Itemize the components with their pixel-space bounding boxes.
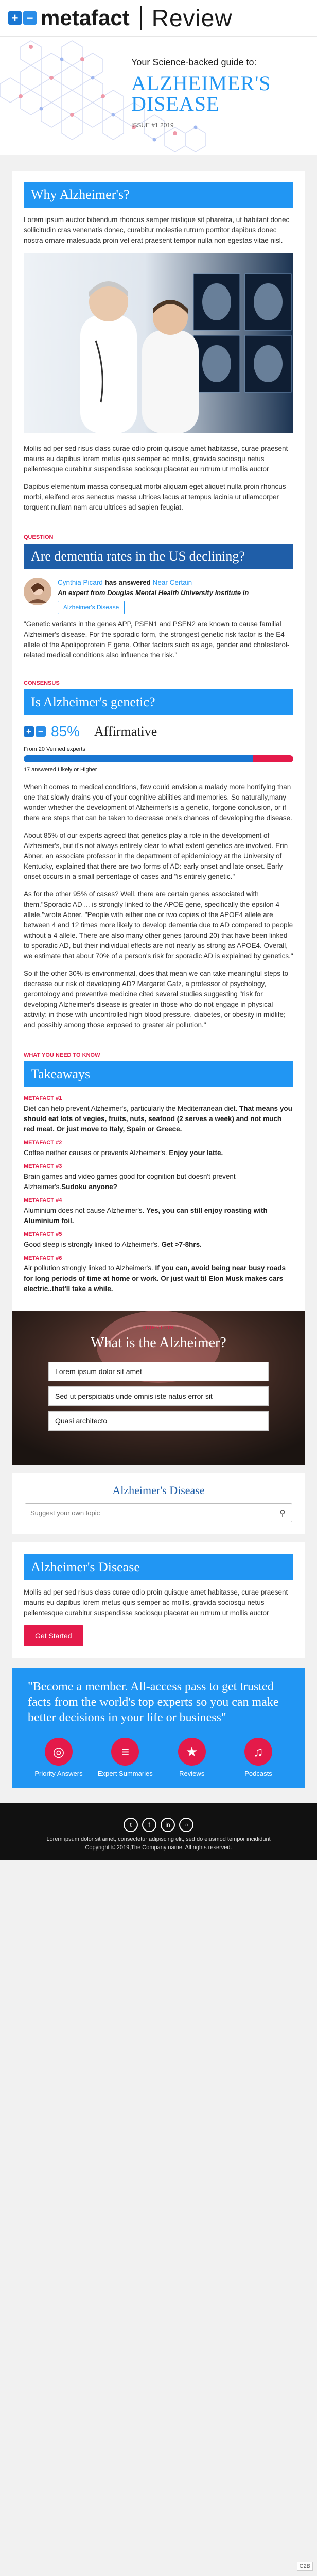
consensus-tag: CONSENSUS: [24, 680, 60, 686]
hero-title: [131, 73, 271, 114]
fact-tag: METAFACT #3: [24, 1163, 62, 1170]
podcasts-icon: ♫: [244, 1738, 272, 1766]
answered-label: 17 answered Likely or Higher: [24, 767, 97, 773]
footer: [0, 1803, 317, 1860]
brand-logo[interactable]: [8, 6, 130, 30]
feature-label: Expert Summaries: [97, 1770, 153, 1777]
section-title: Review: [151, 5, 233, 31]
fact-body: Aluminium does not cause Alzheimer's.: [24, 1207, 147, 1214]
header-divider: [140, 6, 142, 30]
twitter-icon[interactable]: t: [124, 1818, 138, 1832]
why-heading: Why Alzheimer's?: [24, 182, 293, 208]
quiz-options: [12, 1362, 305, 1431]
fact-highlight: Yes, you can still enjoy roasting with Aluminium foil.: [24, 1207, 268, 1225]
membership-features: [28, 1738, 289, 1777]
expert-row: [24, 578, 293, 614]
consensus-minus-icon: −: [36, 726, 46, 737]
takeaways-tag: WHAT YOU NEED TO KNOW: [24, 1052, 100, 1058]
fact-text: [24, 1172, 293, 1192]
target-icon: ◎: [45, 1738, 73, 1766]
brand-name: metafact: [41, 6, 130, 30]
expert-verdict: Near Certain: [152, 579, 192, 586]
expert-name[interactable]: Cynthia Picard: [58, 579, 103, 586]
get-started-button[interactable]: Get Started: [24, 1625, 83, 1646]
quiz-label: QUESTION: [143, 1325, 174, 1331]
feature-label: Podcasts: [244, 1770, 272, 1777]
facts-list: [24, 1095, 293, 1294]
fact-tag: METAFACT #4: [24, 1197, 62, 1204]
fact-item: [24, 1197, 293, 1226]
consensus-percent: 85%: [51, 723, 80, 739]
fact-item: [24, 1163, 293, 1192]
suggest-box: [25, 1503, 292, 1522]
feature-label: Reviews: [179, 1770, 205, 1777]
fact-body: Good sleep is strongly linked to Alzheimer's.: [24, 1241, 162, 1248]
why-paragraph-1: Lorem ipsum auctor bibendum rhoncus semper tristique sit pharetra, ut habitant donec sollicitudin cras venenatis donec, curabitur molestie rutrum porttitor dapibus donec nostra ornare malesuada proin vel erat praesent tempor nulla non egestas vitae nisl.: [24, 216, 290, 244]
fact-item: [24, 1231, 293, 1250]
fact-text: [24, 1104, 293, 1134]
fact-body: Coffee neither causes or prevents Alzheimer's.: [24, 1149, 169, 1157]
expert-description: An expert from Douglas Mental Health University Institute in: [58, 589, 249, 597]
feature-podcasts[interactable]: [227, 1738, 289, 1777]
fact-text: [24, 1240, 293, 1250]
consensus-plus-icon: +: [24, 726, 34, 737]
feature-reviews[interactable]: [161, 1738, 223, 1777]
suggest-section: [12, 1473, 305, 1534]
question-section: [12, 525, 305, 675]
hero-text: [131, 57, 271, 129]
fact-tag: METAFACT #6: [24, 1255, 62, 1261]
consensus-bar-remainder: [253, 755, 293, 762]
feature-label: Priority Answers: [34, 1770, 83, 1777]
fact-tag: METAFACT #2: [24, 1140, 62, 1146]
closing-heading: Alzheimer's Disease: [24, 1554, 293, 1580]
quiz-option[interactable]: Quasi architecto: [48, 1411, 269, 1431]
takeaways-section: [12, 1043, 305, 1311]
question-tag: QUESTION: [24, 534, 54, 540]
quiz-card: [12, 1311, 305, 1465]
consensus-paragraph-4: So if the other 30% is environmental, does that mean we can take meaningful steps to decrease our risk of developing AD? Margaret Gatz, a professor of psychology, gerontology and preventive medicine cited several studies suggesting "risk for developing Alzheimer's disease is greater in those who do not engage in physical activity; in those with uncontrolled high blood pressure, diabetes, or obesity in midlife; and possibly among those exposed to greater air pollution.": [24, 970, 289, 1029]
reviews-icon: ★: [178, 1738, 206, 1766]
consensus-paragraph-3: As for the other 95% of cases? Well, there are certain genes associated with them."Sporadic AD ... is strongly linked to the APOE gene, specifically the epsilon 4 allele,"wrote Abner. "People with either one or two copies of the APOE4 allele are between 4 and 12 times more likely to develop dementia due to AD compared to people without a 4 allele. There are also many other genes (around 20) that have been linked to sporadic AD, but their individual effects are not nearly as strong as APOE4. Overall, we estimate that about 70% of a person's risk for sporadic AD is explained by genetics.": [24, 890, 293, 960]
consensus-icon: [24, 726, 46, 737]
fact-item: [24, 1255, 293, 1294]
feature-target[interactable]: [28, 1738, 90, 1777]
doctors-xray-image: [24, 253, 293, 433]
membership-quote: "Become a member. All-access pass to get trusted facts from the world's top experts so you can make better decisions in your life or business": [28, 1680, 279, 1724]
summary-icon: ≡: [111, 1738, 139, 1766]
expert-quote: "Genetic variants in the genes APP, PSEN1 and PSEN2 are known to cause familial Alzheimer's disease. For the sporadic form, the strongest genetic risk factor is the E4 allele of the Apolipoprotein E gene. Other factors such as age, gender and cholesterol-related medical conditions also influence the risk.": [24, 620, 290, 659]
quiz-option[interactable]: Lorem ipsum dolor sit amet: [48, 1362, 269, 1381]
consensus-bar-fill: [24, 755, 253, 762]
topic-chip[interactable]: Alzheimer's Disease: [58, 601, 125, 614]
fact-tag: METAFACT #1: [24, 1095, 62, 1101]
closing-paragraph: Mollis ad per sed risus class curae odio proin quisque amet habitasse, curae praesent mauris eu dapibus lorem metus quis semper ac mollis, gravida sociosqu netus pellentesque curabitur suspendisse sociosqu placerat eu rutrum ut mollis auctor: [24, 1588, 288, 1617]
avatar[interactable]: [24, 578, 51, 605]
consensus-paragraph-1: When it comes to medical conditions, few could envision a malady more horrifying than one that slowly drains you of your cognitive abilities and memories. So naturally,many wonder whether the development of Alzheimer's is a genetic, forgone conclusion, or if there are steps that can be taken to decrease one's chances of developing the disease.: [24, 783, 292, 822]
quiz-banner: [12, 1311, 305, 1465]
why-paragraph-2: Mollis ad per sed risus class curae odio proin quisque amet habitasse, curae praesent mauris eu dapibus lorem metus quis semper ac mollis, gravida sociosqu netus pellentesque curabitur suspendisse sociosqu placerat eu rutrum ut mollis auctor: [24, 445, 288, 473]
quiz-option[interactable]: Sed ut perspiciatis unde omnis iste natus error sit: [48, 1386, 269, 1406]
consensus-paragraph-2: About 85% of our experts agreed that genetics play a role in the development of Alzheimer's, but it's not always entirely clear to what extent genetics are involved. Erin Abner, an associate professor in the department of epidemiology at the University of Kentucky, explained that there are two forms of AD: early onset and late onset. Early onset occurs in a small percentage of cases and "is entirely genetic.": [24, 832, 288, 880]
closing-section: [12, 1542, 305, 1658]
suggest-input[interactable]: [25, 1504, 273, 1522]
fact-highlight: If you can, avoid being near busy roads for long periods of time at home or work. Or just wait til Elon Musk makes cars electric..that'll take a while.: [24, 1264, 286, 1293]
hero-title-line2: DISEASE: [131, 92, 220, 115]
fact-body: Air pollution strongly linked to Alzheimer's.: [24, 1264, 155, 1272]
header: [0, 0, 317, 37]
logo-icon: [8, 11, 37, 25]
footer-copyright: Copyright © 2019,The Company name. All rights reserved.: [85, 1844, 232, 1851]
issue-number: ISSUE #1 2019: [131, 122, 174, 129]
suggest-title: Alzheimer's Disease: [112, 1484, 205, 1497]
fact-text: [24, 1263, 293, 1294]
footer-line-1: Lorem ipsum dolor sit amet, consectetur adipiscing elit, sed do eiusmod tempor incididunt: [46, 1836, 271, 1842]
instagram-icon[interactable]: ○: [179, 1818, 193, 1832]
membership-banner: [12, 1668, 305, 1788]
takeaways-heading: Takeaways: [24, 1061, 293, 1087]
consensus-heading: Is Alzheimer's genetic?: [24, 689, 293, 715]
fact-item: [24, 1095, 293, 1134]
hero-title-line1: ALZHEIMER'S: [131, 72, 271, 95]
fact-highlight: Enjoy your latte.: [169, 1149, 223, 1157]
consensus-section: [12, 675, 305, 1043]
fact-highlight: Get >7-8hrs.: [161, 1241, 202, 1248]
fact-text: [24, 1206, 293, 1226]
search-icon[interactable]: ⚲: [279, 1509, 286, 1518]
logo-plus-icon: +: [8, 11, 22, 25]
linkedin-icon[interactable]: in: [161, 1818, 175, 1832]
expert-action: has answered: [104, 579, 151, 586]
fact-highlight: Sudoku anyone?: [61, 1183, 117, 1191]
fact-highlight: That means you should eat lots of vegies, fruits, nuts, seafood (2 serves a week) and not much red meat. Or just move to Italy, Spain or Greece.: [24, 1105, 292, 1133]
hero-subtitle: Your Science-backed guide to:: [131, 57, 257, 67]
consensus-score: [24, 723, 293, 740]
verified-label: From 20 Verified experts: [24, 746, 85, 752]
fact-tag: METAFACT #5: [24, 1231, 62, 1238]
fact-text: [24, 1148, 293, 1158]
social-links: [124, 1818, 193, 1832]
quiz-title: What is the Alzheimer?: [91, 1335, 226, 1351]
facebook-icon[interactable]: f: [142, 1818, 156, 1832]
logo-minus-icon: −: [23, 11, 37, 25]
fact-body: Diet can help prevent Alzheimer's, particularly the Mediterranean diet.: [24, 1105, 240, 1112]
why-section: [12, 171, 305, 525]
hero-banner: [0, 37, 317, 155]
consensus-verdict: Affirmative: [94, 724, 157, 739]
why-paragraph-3: Dapibus elementum massa consequat morbi aliquam eget aliquet nulla proin rhoncus morbi, eleifend eros senectus massa ultrices lacus at tempus lacinia ut ullamcorper torquent nullam nam arcu ultrices ad sapien feugiat.: [24, 483, 286, 511]
fact-item: [24, 1140, 293, 1158]
corner-badge: C2B: [297, 2562, 313, 2571]
fact-body: Brain games and video games good for cognition but doesn't prevent Alzheimer's.: [24, 1173, 236, 1191]
feature-summary[interactable]: [94, 1738, 156, 1777]
consensus-bar: [24, 755, 293, 762]
question-heading: Are dementia rates in the US declining?: [24, 544, 293, 569]
